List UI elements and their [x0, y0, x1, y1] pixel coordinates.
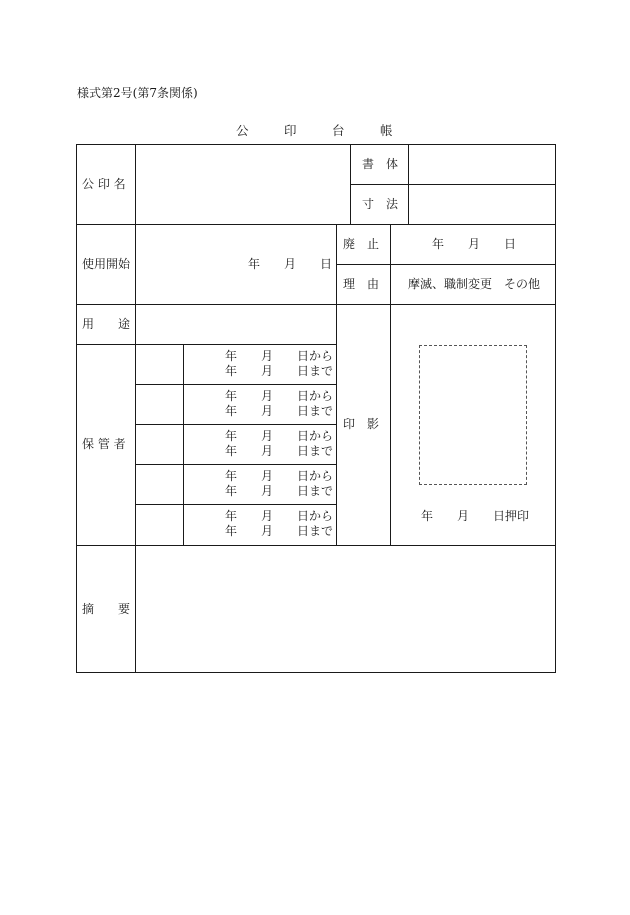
reason-label: 理 由 — [343, 277, 380, 291]
purpose-label: 用 途 — [82, 317, 131, 331]
seal-name-label: 公 印 名 — [82, 177, 126, 191]
keeper-period-from: 年 月 日から — [225, 429, 334, 443]
size-label: 寸 法 — [362, 197, 399, 211]
use-start-label: 使用開始 — [82, 257, 131, 271]
keeper-period-until: 年 月 日まで — [225, 524, 334, 538]
keeper-label: 保 管 者 — [82, 437, 126, 451]
keeper-period-from: 年 月 日から — [225, 389, 334, 403]
title-char: 帳 — [380, 123, 393, 138]
cell-divider — [390, 224, 391, 545]
keeper-period-until: 年 月 日まで — [225, 364, 334, 378]
title-char: 台 — [332, 123, 345, 138]
row-line — [76, 224, 556, 225]
keeper-row-line — [135, 384, 337, 385]
row-line — [76, 344, 337, 345]
seal-impression-box — [419, 345, 527, 485]
cell-divider — [350, 184, 556, 185]
cell-divider — [183, 344, 184, 545]
reason-options: 摩滅、職制変更 その他 — [408, 277, 541, 291]
font-label: 書 体 — [362, 157, 399, 171]
abolish-label: 廃 止 — [343, 237, 380, 251]
keeper-period-until: 年 月 日まで — [225, 444, 334, 458]
cell-divider — [336, 264, 556, 265]
keeper-row-line — [135, 424, 337, 425]
keeper-row-line — [135, 464, 337, 465]
stamp-date: 年 月 日押印 — [421, 509, 530, 523]
summary-label: 摘 要 — [82, 602, 131, 616]
keeper-row-line — [135, 504, 337, 505]
border-bottom — [76, 672, 556, 673]
title-char: 印 — [284, 123, 297, 138]
form-number-note: 様式第2号(第7条関係) — [77, 86, 198, 100]
abolish-date: 年 月 日 — [432, 237, 517, 251]
border-top — [76, 144, 556, 145]
title-char: 公 — [236, 123, 249, 138]
use-start-date: 年 月 日 — [248, 257, 333, 271]
seal-impression-label: 印 影 — [343, 417, 380, 431]
keeper-period-from: 年 月 日から — [225, 349, 334, 363]
keeper-period-from: 年 月 日から — [225, 509, 334, 523]
row-line — [76, 545, 556, 546]
row-line — [76, 304, 556, 305]
keeper-period-until: 年 月 日まで — [225, 404, 334, 418]
keeper-period-from: 年 月 日から — [225, 469, 334, 483]
keeper-period-until: 年 月 日まで — [225, 484, 334, 498]
